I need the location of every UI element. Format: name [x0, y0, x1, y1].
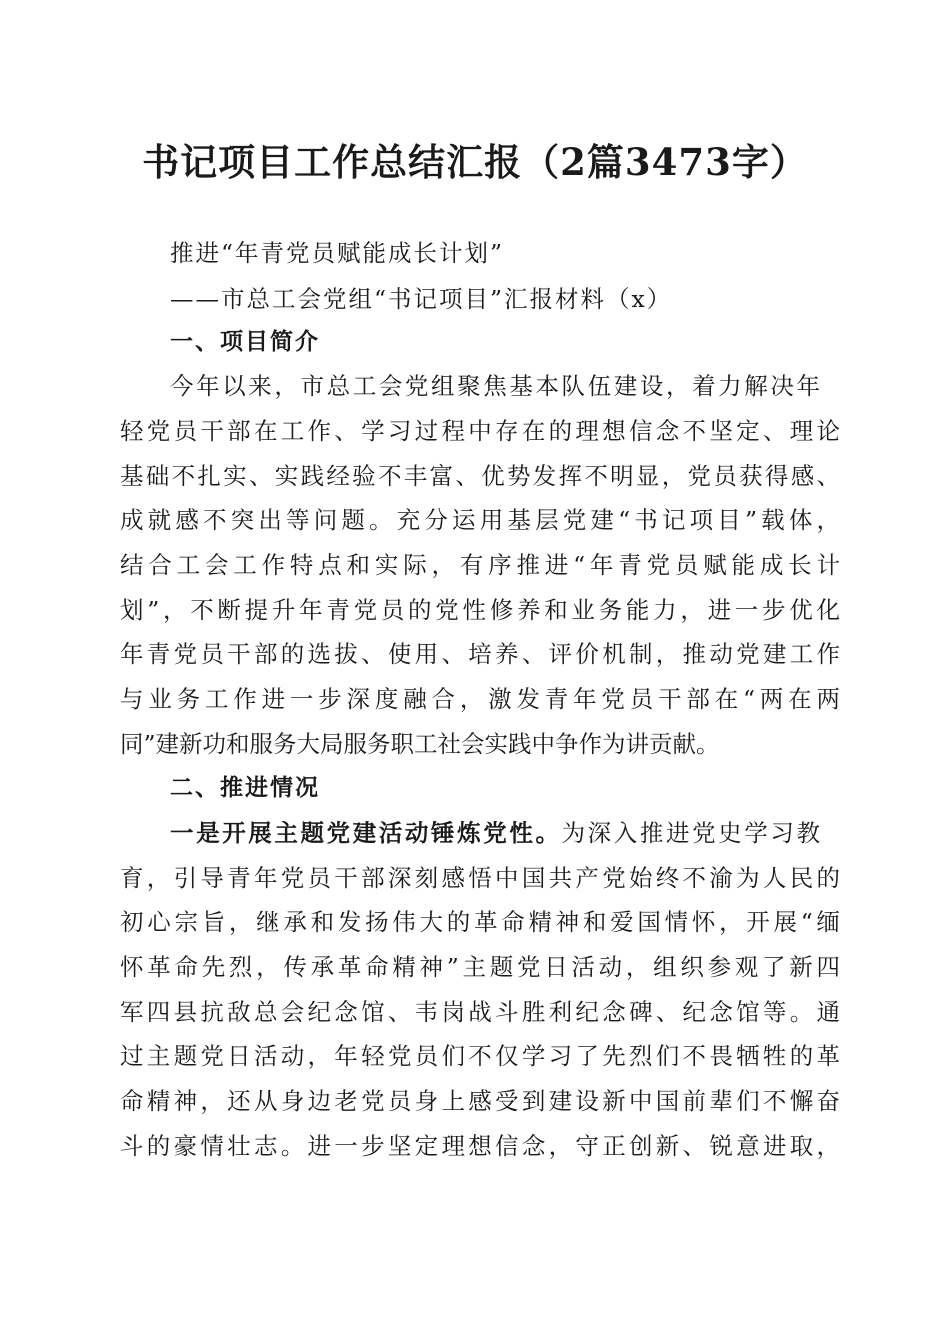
section-1-line: 结合工会工作特点和实际，有序推进“年青党员赋能成长计 [120, 551, 840, 579]
section-1-line: 与业务工作进一步深度融合，激发青年党员干部在“两在两 [120, 685, 840, 713]
section-2-first-line-rest: 为深入推进党史学习教 [561, 819, 820, 847]
section-2-lead: 一是开展主题党建活动锤炼党性。 [170, 819, 562, 847]
section-1-line: 成就感不突出等问题。充分运用基层党建“书记项目”载体， [120, 506, 840, 534]
subtitle-line-1: 推进“年青党员赋能成长计划” [170, 239, 505, 267]
section-2-line: 过主题党日活动，年轻党员们不仅学习了先烈们不畏牺牲的革 [120, 1042, 840, 1070]
section-2-first-line [170, 818, 820, 848]
section-1-line: 轻党员干部在工作、学习过程中存在的理想信念不坚定、理论 [120, 417, 840, 445]
section-2-line: 军四县抗敌总会纪念馆、韦岗战斗胜利纪念碑、纪念馆等。通 [120, 998, 840, 1026]
section-2-line: 育，引导青年党员干部深刻感悟中国共产党始终不渝为人民的 [120, 864, 840, 892]
subtitle-line-2: ——市总工会党组“书记项目”汇报材料（x） [170, 285, 673, 313]
section-2-line: 初心宗旨，继承和发扬伟大的革命精神和爱国情怀，开展“缅 [120, 908, 840, 936]
section-2-line: 斗的豪情壮志。进一步坚定理想信念，守正创新、锐意进取， [120, 1132, 840, 1160]
section-1-line: 年青党员干部的选拔、使用、培养、评价机制，推动党建工作 [120, 640, 840, 668]
section-1-line: 基础不扎实、实践经验不丰富、优势发挥不明显，党员获得感、 [120, 462, 840, 490]
section-2-heading: 二、推进情况 [170, 775, 320, 801]
section-2-line: 命精神，还从身边老党员身上感受到建设新中国前辈们不懈奋 [120, 1087, 840, 1115]
section-1-heading: 一、项目简介 [170, 329, 320, 355]
section-1-line: 今年以来，市总工会党组聚焦基本队伍建设，着力解决年 [170, 372, 820, 400]
section-1-line: 划”，不断提升年青党员的党性修养和业务能力，进一步优化 [120, 596, 840, 624]
document-title: 书记项目工作总结汇报（2篇3473字） [142, 140, 808, 184]
section-2-line: 怀革命先烈，传承革命精神”主题党日活动，组织参观了新四 [120, 953, 840, 981]
section-1-line: 同”建新功和服务大局服务职工社会实践中争作为讲贡献。 [120, 730, 720, 758]
